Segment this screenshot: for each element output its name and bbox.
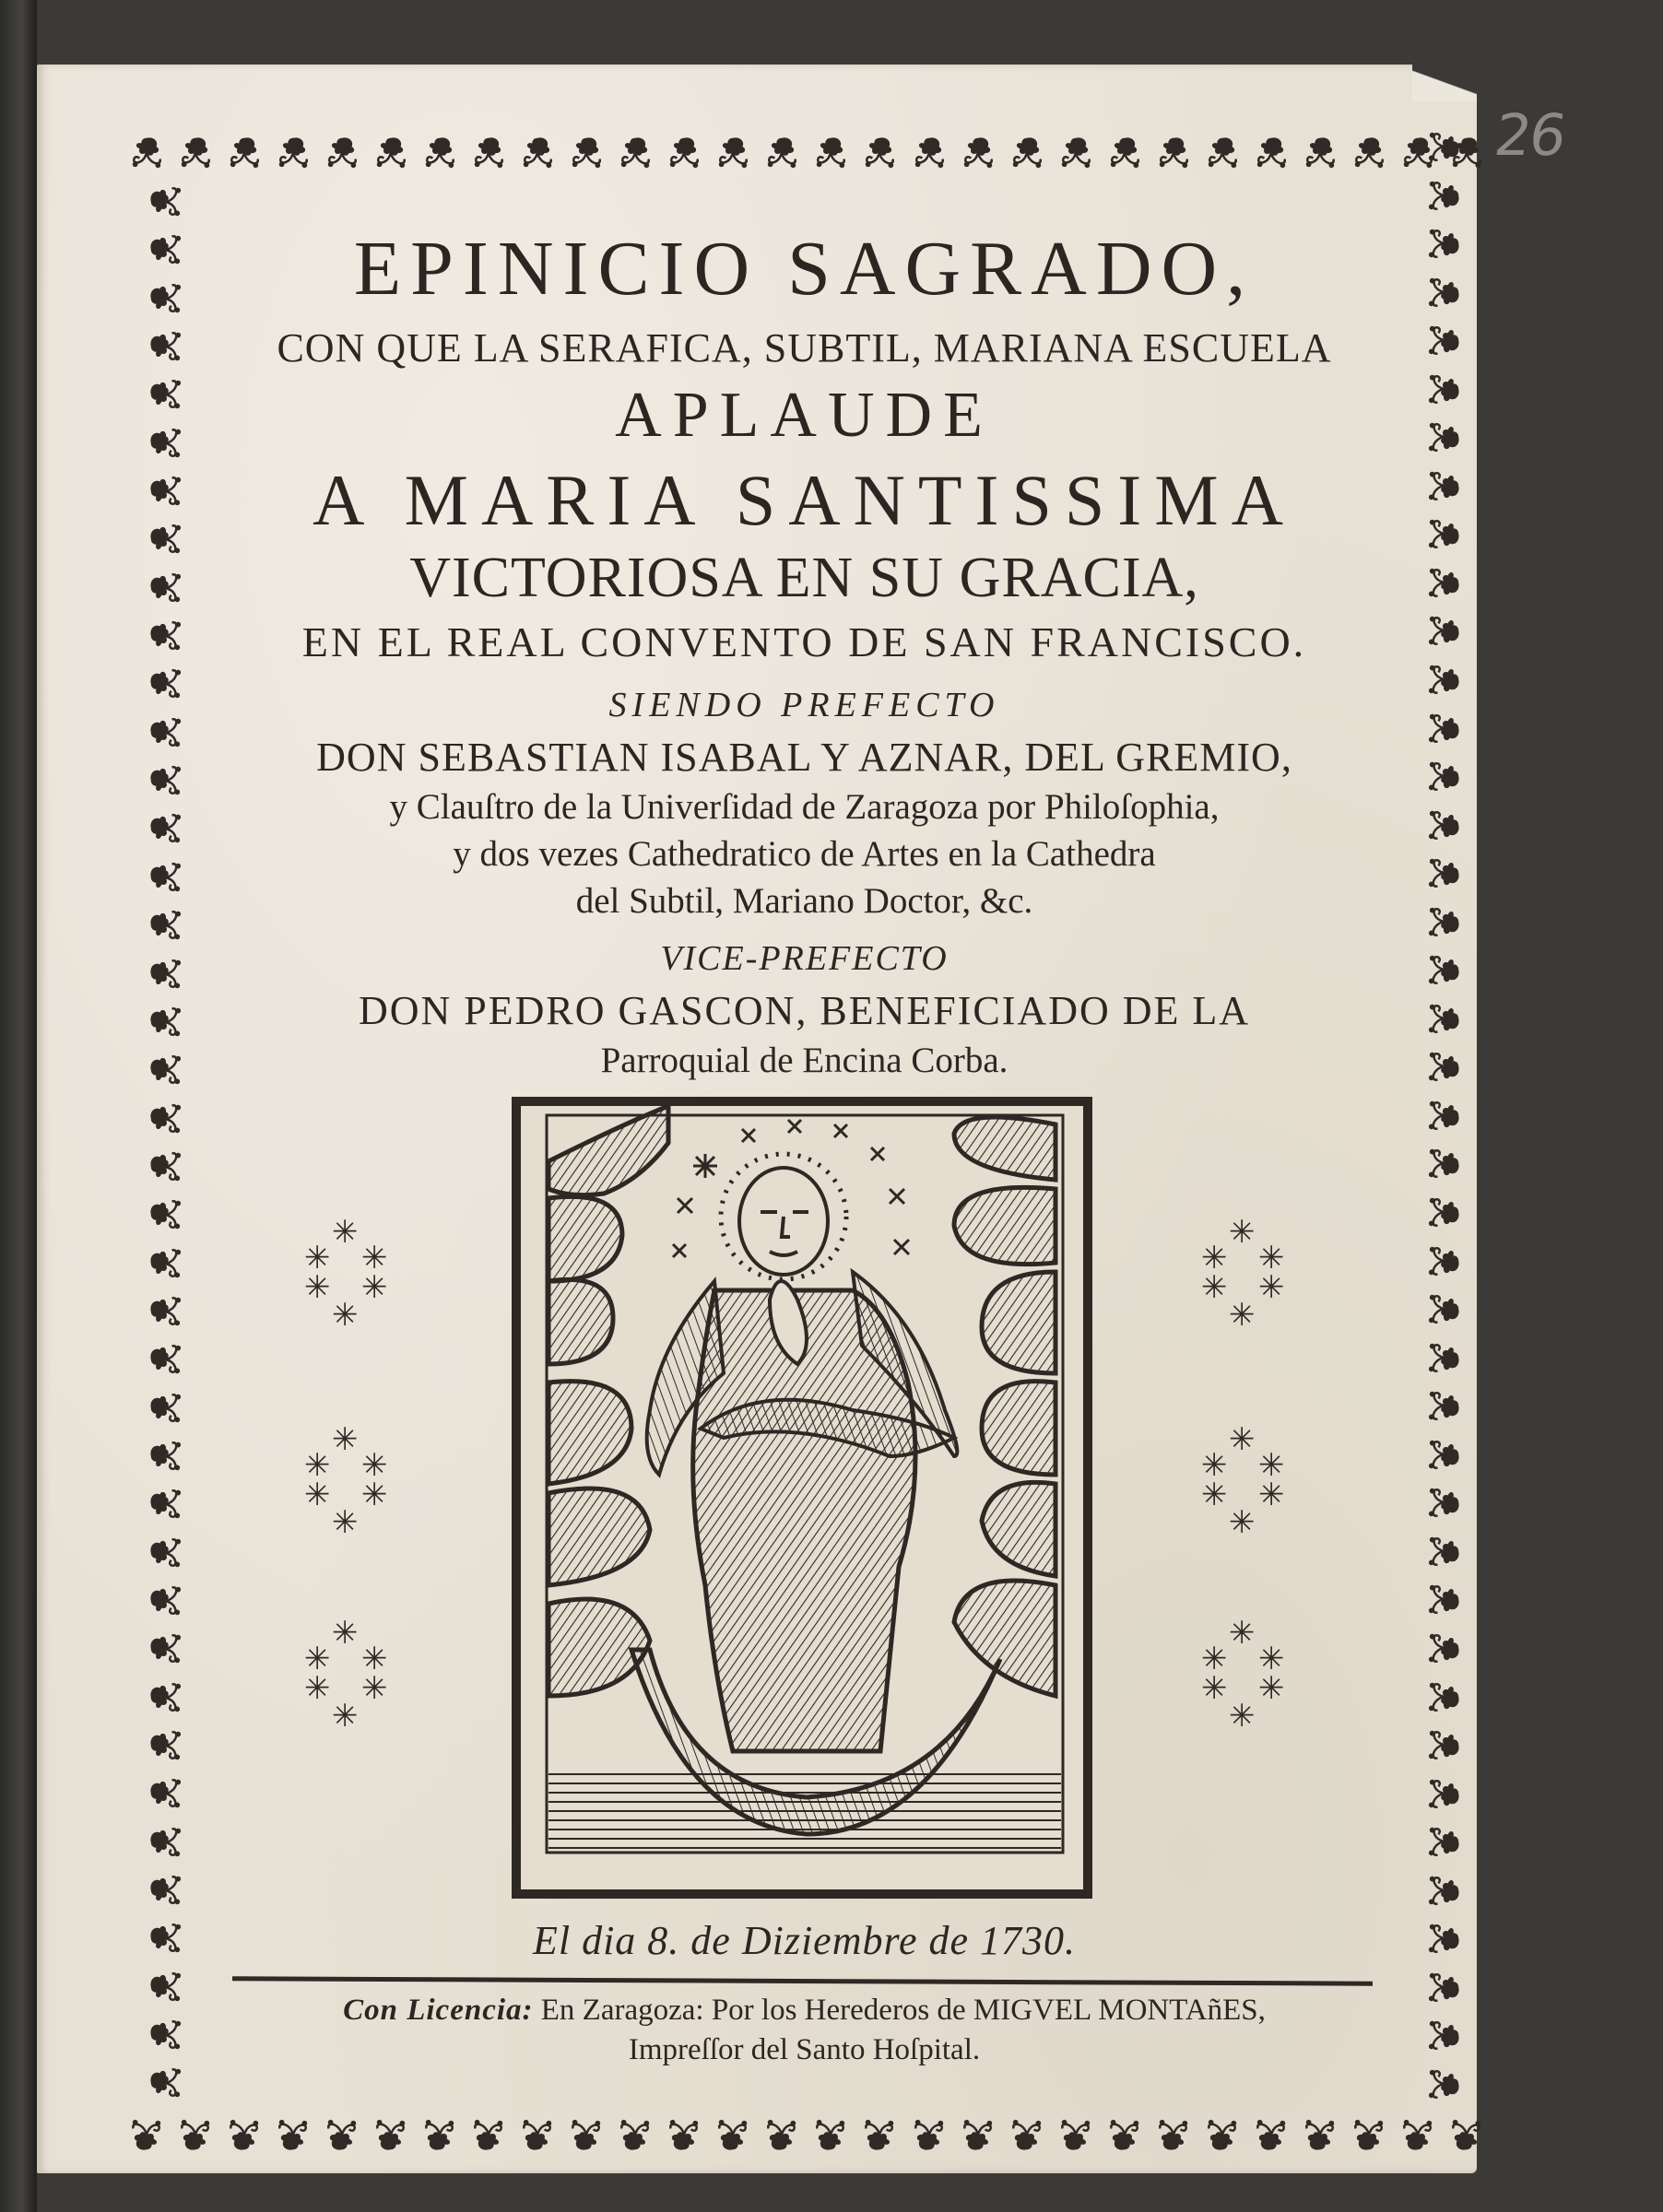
subtitle-line-5: EN EL REAL CONVENTO DE SAN FRANCISCO. [301,618,1307,665]
vine-leaf-ornament-icon [1351,2118,1386,2153]
vine-leaf-ornament-icon [147,666,183,701]
title-block [203,212,1406,1078]
vine-leaf-ornament-icon [618,2118,653,2153]
asterisk-star-icon: ✳ [361,1447,388,1484]
subtitle-line-3: A MARIA SANTISSIMA [313,460,1296,540]
vine-leaf-ornament-icon [147,232,183,267]
vine-leaf-ornament-icon [1427,275,1462,310]
vine-leaf-ornament-icon [912,2118,947,2153]
imprint-line-1 [203,1991,1406,2030]
vine-leaf-ornament-icon [862,2118,897,2153]
vine-leaf-ornament-icon [147,957,183,992]
vine-leaf-ornament-icon [1427,1679,1462,1714]
asterisk-star-icon: ✳ [304,1641,331,1677]
vine-leaf-ornament-icon [147,1342,183,1377]
vine-leaf-ornament-icon [147,1197,183,1232]
vine-leaf-ornament-icon [569,2118,604,2153]
asterisk-star-icon: ✳ [361,1670,388,1707]
vine-leaf-ornament-icon [666,2118,702,2153]
vine-leaf-ornament-icon [147,1631,183,1666]
vine-leaf-ornament-icon [147,715,183,750]
vine-leaf-ornament-icon [1427,855,1462,890]
vine-leaf-ornament-icon [471,2118,506,2153]
vine-leaf-ornament-icon [147,1149,183,1184]
vine-leaf-ornament-icon [961,135,996,170]
subtitle-line-4: VICTORIOSA EN SU GRACIA, [409,547,1199,609]
vine-leaf-ornament-icon [1427,1485,1462,1520]
asterisk-star-icon: ✳ [361,1240,388,1277]
vine-leaf-ornament-icon [147,1101,183,1136]
vine-leaf-ornament-icon [715,2118,750,2153]
asterisk-star-icon: ✳ [1258,1641,1285,1677]
vine-leaf-ornament-icon [324,2118,360,2153]
imprint-line-2: Impreſſor del Santo Hoſpital. [628,2032,981,2066]
asterisk-star-icon: ✳ [1201,1447,1228,1484]
prefect-line-2: y Clauſtro de la Univerſidad de Zaragoza por Philoſophia, [389,787,1220,827]
vine-leaf-ornament-icon [147,1970,183,2005]
vine-leaf-ornament-icon [1427,1776,1462,1811]
vine-leaf-ornament-icon [147,1053,183,1088]
vine-leaf-ornament-icon [147,908,183,943]
asterisk-star-icon: ✳ [361,1641,388,1677]
vine-leaf-ornament-icon [1427,952,1462,987]
vine-leaf-ornament-icon [813,2118,848,2153]
vine-leaf-ornament-icon [1058,2118,1093,2153]
vine-leaf-ornament-icon [147,811,183,846]
vine-leaf-ornament-icon [373,135,408,170]
asterisk-star-icon: ✳ [361,1477,388,1513]
vine-leaf-ornament-icon [1427,759,1462,794]
vine-leaf-ornament-icon [1427,468,1462,503]
vine-leaf-ornament-icon [912,135,947,170]
vine-leaf-ornament-icon [129,2118,164,2153]
date-line: El dia 8. de Diziembre de 1730. [532,1918,1077,1963]
asterisk-star-icon: ✳ [1258,1447,1285,1484]
vine-leaf-ornament-icon [1427,178,1462,213]
vine-leaf-ornament-icon [1303,2118,1338,2153]
vine-leaf-ornament-icon [147,1487,183,1522]
vine-leaf-ornament-icon [147,1294,183,1329]
vine-leaf-ornament-icon [147,2065,183,2100]
vine-leaf-ornament-icon [1427,1437,1462,1472]
vine-leaf-ornament-icon [1427,1291,1462,1326]
vine-leaf-ornament-icon [666,135,702,170]
vine-leaf-ornament-icon [618,135,653,170]
vine-leaf-ornament-icon [147,1728,183,1763]
asterisk-star-icon: ✳ [1229,1698,1256,1735]
vine-leaf-ornament-icon [147,763,183,798]
vine-leaf-ornament-icon [1427,2018,1462,2053]
vine-leaf-ornament-icon [147,184,183,219]
vine-leaf-ornament-icon [520,135,555,170]
vine-leaf-ornament-icon [1427,516,1462,551]
vine-leaf-ornament-icon [276,135,311,170]
vine-leaf-ornament-icon [1427,1194,1462,1230]
vine-leaf-ornament-icon [1427,1388,1462,1423]
prefect-line-3: y dos vezes Cathedratico de Artes en la Cathedra [453,834,1156,874]
vine-leaf-ornament-icon [1427,226,1462,261]
vine-leaf-ornament-icon [1427,807,1462,842]
vine-leaf-ornament-icon [1427,1001,1462,1036]
vine-leaf-ornament-icon [1427,129,1462,164]
imprint-line-1-text: En Zaragoza: Por los Herederos de MIGVEL MONTAñES, [540,1994,1266,2027]
vine-leaf-ornament-icon [147,860,183,895]
vine-leaf-ornament-icon [813,135,848,170]
vine-leaf-ornament-icon [569,135,604,170]
asterisk-star-icon: ✳ [332,1421,359,1458]
subtitle-line-1: CON QUE LA SERAFICA, SUBTIL, MARIANA ESCUELA [277,325,1332,371]
vine-leaf-ornament-icon [1427,1146,1462,1181]
vine-leaf-ornament-icon [1303,135,1338,170]
vine-leaf-ornament-icon [1427,1098,1462,1133]
vine-leaf-ornament-icon [1427,1534,1462,1569]
vice-prefect-line-2: Parroquial de Encina Corba. [600,1041,1008,1080]
vine-leaf-ornament-icon [147,426,183,461]
license-label: Con Licencia: [343,1994,534,2027]
asterisk-star-icon: ✳ [1201,1641,1228,1677]
asterisk-star-icon: ✳ [361,1269,388,1306]
imprint-block [203,1991,1406,2070]
vine-leaf-ornament-icon [1427,1873,1462,1908]
asterisk-star-icon: ✳ [304,1447,331,1484]
star-cluster-left-1 [297,1214,398,1336]
vine-leaf-ornament-icon [1427,1340,1462,1375]
prefect-name: DON SEBASTIAN ISABAL Y AZNAR, DEL GREMIO, [316,735,1292,780]
asterisk-star-icon: ✳ [304,1477,331,1513]
asterisk-star-icon: ✳ [304,1240,331,1277]
prefect-line-4: del Subtil, Mariano Doctor, &c. [575,881,1033,921]
woodcut-virgin-mary-illustration [512,1097,1092,1899]
vine-leaf-ornament-icon [373,2118,408,2153]
vine-leaf-ornament-icon [961,2118,996,2153]
vine-leaf-ornament-icon [1427,904,1462,939]
vine-leaf-ornament-icon [147,571,183,606]
vine-leaf-ornament-icon [178,2118,213,2153]
vine-leaf-ornament-icon [1058,135,1093,170]
vine-leaf-ornament-icon [715,135,750,170]
vine-leaf-ornament-icon [147,1680,183,1715]
asterisk-star-icon: ✳ [304,1269,331,1306]
vine-leaf-ornament-icon [1205,135,1240,170]
vine-leaf-ornament-icon [147,1391,183,1426]
vine-leaf-ornament-icon [147,377,183,412]
star-cluster-right-3 [1194,1615,1295,1737]
vine-leaf-ornament-icon [147,1005,183,1040]
star-cluster-right-1 [1194,1214,1295,1336]
prefect-heading: SIENDO PREFECTO [608,686,1000,724]
asterisk-star-icon: ✳ [1229,1421,1256,1458]
vine-leaf-ornament-icon [227,135,262,170]
star-cluster-left-2 [297,1421,398,1544]
vice-prefect-name: DON PEDRO GASCON, BENEFICIADO DE LA [358,988,1251,1033]
vine-leaf-ornament-icon [1107,135,1142,170]
vine-leaf-ornament-icon [178,135,213,170]
vine-leaf-ornament-icon [147,1776,183,1811]
asterisk-star-icon: ✳ [332,1297,359,1334]
vine-leaf-ornament-icon [147,1873,183,1908]
asterisk-star-icon: ✳ [1201,1670,1228,1707]
asterisk-star-icon: ✳ [332,1504,359,1541]
vine-leaf-ornament-icon [1427,613,1462,648]
vine-leaf-ornament-icon [147,618,183,653]
vine-leaf-ornament-icon [147,329,183,364]
vine-leaf-ornament-icon [1427,1824,1462,1859]
ornament-border-top [129,118,1484,186]
asterisk-star-icon: ✳ [1201,1477,1228,1513]
ornament-border-bottom [129,2101,1484,2170]
vine-leaf-ornament-icon [862,135,897,170]
asterisk-star-icon: ✳ [1201,1240,1228,1277]
vine-leaf-ornament-icon [764,2118,799,2153]
virgin-mary-woodcut-icon [521,1106,1083,1889]
vine-leaf-ornament-icon [1427,371,1462,406]
vine-leaf-ornament-icon [1009,2118,1044,2153]
vine-leaf-ornament-icon [147,474,183,509]
asterisk-star-icon: ✳ [332,1698,359,1735]
vine-leaf-ornament-icon [1351,135,1386,170]
vine-leaf-ornament-icon [227,2118,262,2153]
vine-leaf-ornament-icon [422,2118,457,2153]
asterisk-star-icon: ✳ [1229,1297,1256,1334]
vine-leaf-ornament-icon [276,2118,311,2153]
vine-leaf-ornament-icon [1427,1921,1462,1956]
vine-leaf-ornament-icon [1427,1630,1462,1665]
asterisk-star-icon: ✳ [1201,1269,1228,1306]
vine-leaf-ornament-icon [1449,2118,1484,2153]
asterisk-star-icon: ✳ [1229,1615,1256,1652]
asterisk-star-icon: ✳ [1258,1240,1285,1277]
vine-leaf-ornament-icon [1254,135,1289,170]
vine-leaf-ornament-icon [147,1246,183,1281]
vice-prefect-heading: VICE-PREFECTO [660,939,949,978]
vine-leaf-ornament-icon [147,1825,183,1860]
asterisk-star-icon: ✳ [1258,1670,1285,1707]
vine-leaf-ornament-icon [1427,711,1462,746]
binding-strip [0,0,37,2212]
vine-leaf-ornament-icon [1107,2118,1142,2153]
vine-leaf-ornament-icon [1427,565,1462,600]
asterisk-star-icon: ✳ [1258,1477,1285,1513]
asterisk-star-icon: ✳ [332,1615,359,1652]
vine-leaf-ornament-icon [1427,1582,1462,1617]
vine-leaf-ornament-icon [422,135,457,170]
vine-leaf-ornament-icon [129,135,164,170]
asterisk-star-icon: ✳ [304,1670,331,1707]
vine-leaf-ornament-icon [1427,323,1462,358]
asterisk-star-icon: ✳ [1229,1214,1256,1251]
star-cluster-left-3 [297,1615,398,1737]
vine-leaf-ornament-icon [147,1921,183,1956]
asterisk-star-icon: ✳ [1229,1504,1256,1541]
vine-leaf-ornament-icon [147,522,183,557]
vine-leaf-ornament-icon [147,1439,183,1474]
star-cluster-right-2 [1194,1421,1295,1544]
subtitle-line-2: APLAUDE [615,380,994,451]
vine-leaf-ornament-icon [147,2018,183,2053]
vine-leaf-ornament-icon [520,2118,555,2153]
ornament-border-right [1410,129,1479,2101]
asterisk-star-icon: ✳ [332,1214,359,1251]
vine-leaf-ornament-icon [1427,419,1462,454]
vine-leaf-ornament-icon [1427,1243,1462,1278]
vine-leaf-ornament-icon [1427,1970,1462,2005]
vine-leaf-ornament-icon [1427,1049,1462,1084]
vine-leaf-ornament-icon [324,135,360,170]
main-title: EPINICIO SAGRADO, [353,226,1256,312]
vine-leaf-ornament-icon [1427,1727,1462,1762]
folio-number: 26 [1490,101,1570,169]
vine-leaf-ornament-icon [1156,135,1191,170]
vine-leaf-ornament-icon [471,135,506,170]
vine-leaf-ornament-icon [1009,135,1044,170]
vine-leaf-ornament-icon [1156,2118,1191,2153]
vine-leaf-ornament-icon [147,1583,183,1618]
vine-leaf-ornament-icon [147,1535,183,1571]
vine-leaf-ornament-icon [1427,662,1462,697]
vine-leaf-ornament-icon [1427,2066,1462,2101]
vine-leaf-ornament-icon [147,281,183,316]
vine-leaf-ornament-icon [1254,2118,1289,2153]
vine-leaf-ornament-icon [1400,2118,1435,2153]
asterisk-star-icon: ✳ [1258,1269,1285,1306]
vine-leaf-ornament-icon [1205,2118,1240,2153]
ornament-border-left [131,184,199,2101]
vine-leaf-ornament-icon [764,135,799,170]
